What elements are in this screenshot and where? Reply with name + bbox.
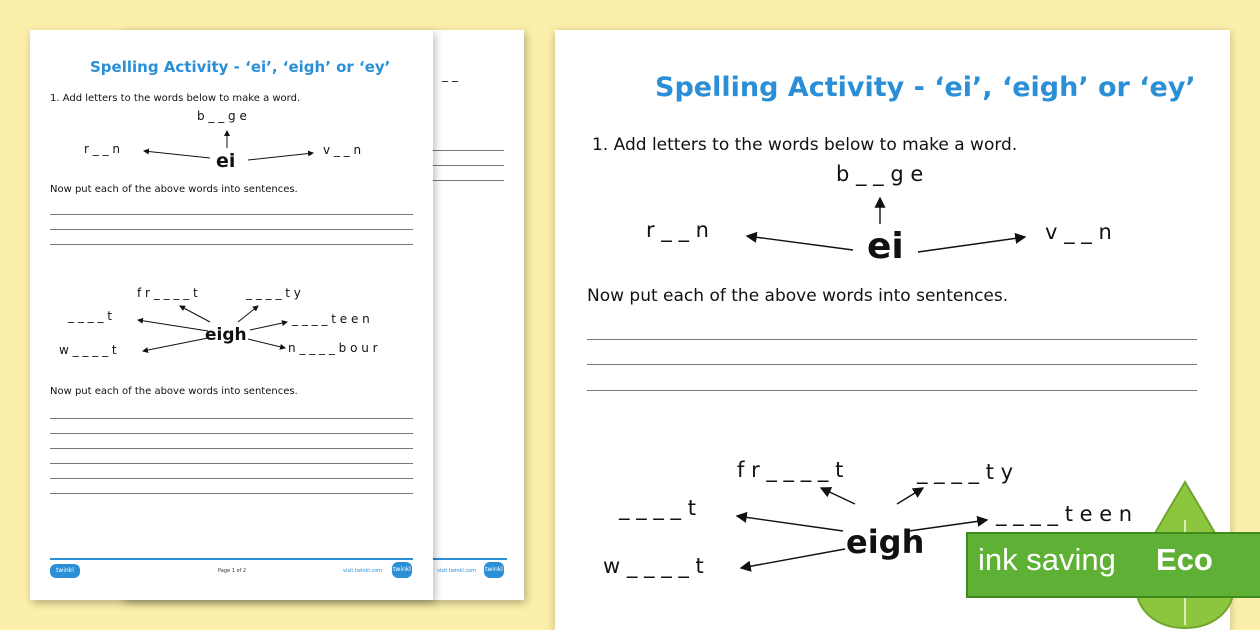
writing-line [50,244,413,245]
writing-line [50,448,413,449]
small-sheet-footer-badge: twinkl [392,562,412,578]
arrow-line [897,488,923,504]
large-ei-word-left: r _ _ n [646,218,709,242]
arrow-line [143,338,208,351]
small-sheet-footer-line [50,558,413,560]
writing-line [587,339,1197,340]
large-eigh-word-bottom-left: w _ _ _ _ t [603,554,704,578]
writing-line [587,364,1197,365]
arrow-line [248,153,313,160]
arrow-line [238,306,258,322]
arrow-line [138,320,208,331]
arrow-line [747,236,853,250]
small-eigh-word-right: _ _ _ _ t e e n [292,312,370,326]
arrow-line [250,322,287,330]
large-eigh-center: eigh [846,523,925,561]
writing-line [50,214,413,215]
arrow-line [918,237,1025,252]
small-sheet-title: Spelling Activity - ‘ei’, ‘eigh’ or ‘ey’ [90,58,391,76]
small-eigh-word-bottom-right: n _ _ _ _ b o u r [288,341,378,355]
small-sheet-footer-site: visit twinkl.com [343,568,383,574]
small-sentences-prompt-2: Now put each of the above words into sentences. [50,386,298,397]
large-sheet-instruction: 1. Add letters to the words below to make a word. [592,135,1018,155]
back-sheet-partial-word: _ _ [442,68,458,82]
back-sheet-footer-badge: twinkl [484,562,504,578]
large-eigh-word-top-right: _ _ _ _ t y [917,460,1014,484]
writing-line [50,478,413,479]
writing-line [587,390,1197,391]
back-sheet-writing-line [432,180,504,181]
twinkl-logo: twinkl [50,564,80,578]
arrow-line [144,151,210,158]
small-sentences-prompt-1: Now put each of the above words into sentences. [50,184,298,195]
eco-word: Eco [1156,542,1213,577]
small-ei-word-left: r _ _ n [84,142,120,156]
small-ei-word-right: v _ _ n [323,143,362,157]
large-sentences-prompt: Now put each of the above words into sentences. [587,286,1009,306]
back-sheet-footer-line [432,558,507,560]
small-eigh-word-left: _ _ _ _ t [68,309,112,323]
back-sheet-writing-line [432,165,504,166]
writing-line [50,418,413,419]
large-sheet-title: Spelling Activity - ‘ei’, ‘eigh’ or ‘ey’ [655,72,1196,103]
small-sheet-page-number: Page 1 of 2 [218,568,247,574]
small-eigh-word-top-left: f r _ _ _ _ t [137,286,198,300]
small-eigh-center: eigh [205,325,247,345]
arrow-line [741,549,845,568]
arrow-line [248,339,285,348]
large-eigh-word-left: _ _ _ _ t [619,496,696,520]
small-eigh-word-bottom-left: w _ _ _ _ t [59,343,117,357]
writing-line [50,463,413,464]
large-eigh-word-top-left: f r _ _ _ _ t [737,458,844,482]
arrow-line [180,306,210,322]
small-ei-word-top: b _ _ g e [197,109,247,123]
small-ei-center: ei [216,150,236,172]
eco-label: ink saving [978,542,1116,577]
writing-line [50,229,413,230]
large-ei-word-top: b _ _ g e [836,162,924,186]
writing-line [50,493,413,494]
arrow-line [821,488,855,504]
back-sheet-writing-line [432,150,504,151]
small-eigh-word-top-right: _ _ _ _ t y [246,286,301,300]
small-worksheet-page [30,30,433,600]
large-ei-word-right: v _ _ n [1045,220,1112,244]
writing-line [50,433,413,434]
arrow-line [737,516,843,531]
back-sheet-footer-site: visit twinkl.com [437,568,477,574]
large-ei-center: ei [867,226,904,267]
large-eigh-word-right: _ _ _ _ t e e n [996,502,1133,526]
small-sheet-instruction: 1. Add letters to the words below to make a word. [50,93,301,104]
